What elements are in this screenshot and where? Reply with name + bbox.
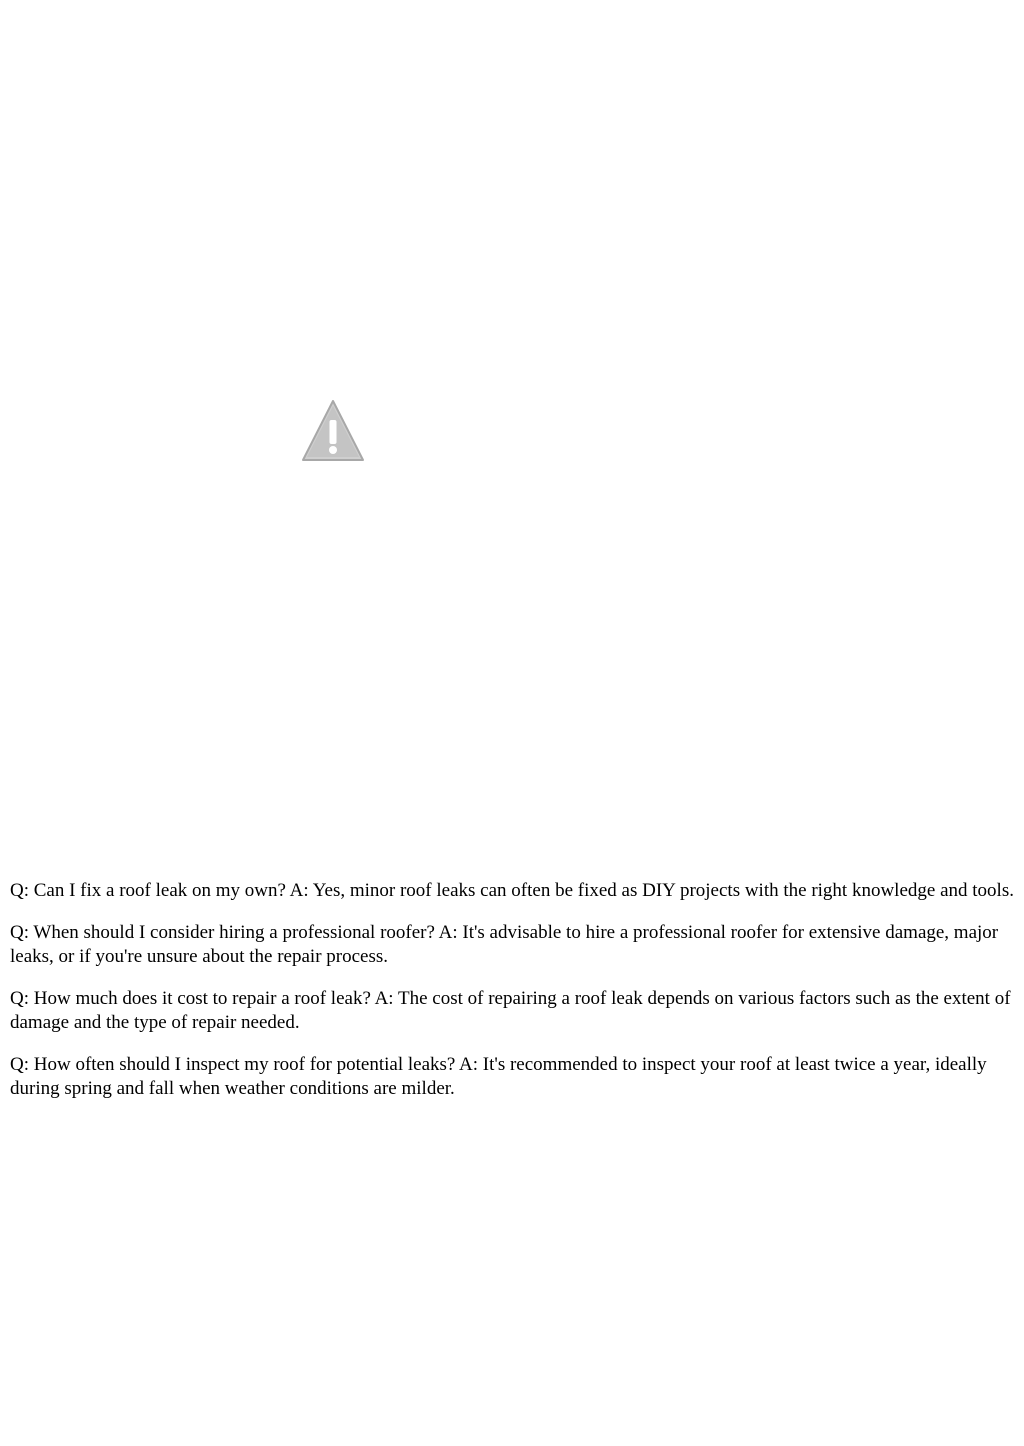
faq-section bbox=[10, 879, 1014, 1119]
faq-item: Q: Can I fix a roof leak on my own? A: Yes, minor roof leaks can often be fixed as DIY projects with the right knowledge and tools. bbox=[10, 880, 1014, 901]
broken-image-warning-icon bbox=[300, 398, 366, 464]
faq-item: Q: How often should I inspect my roof for potential leaks? A: It's recommended to inspect your roof at least twice a year, ideally during spring and fall when weather conditions are milder. bbox=[10, 1054, 987, 1099]
faq-item: Q: How much does it cost to repair a roof leak? A: The cost of repairing a roof leak depends on various factors such as the extent of damage and the type of repair needed. bbox=[10, 988, 1011, 1033]
faq-item: Q: When should I consider hiring a professional roofer? A: It's advisable to hire a professional roofer for extensive damage, major leaks, or if you're unsure about the repair process. bbox=[10, 922, 999, 967]
